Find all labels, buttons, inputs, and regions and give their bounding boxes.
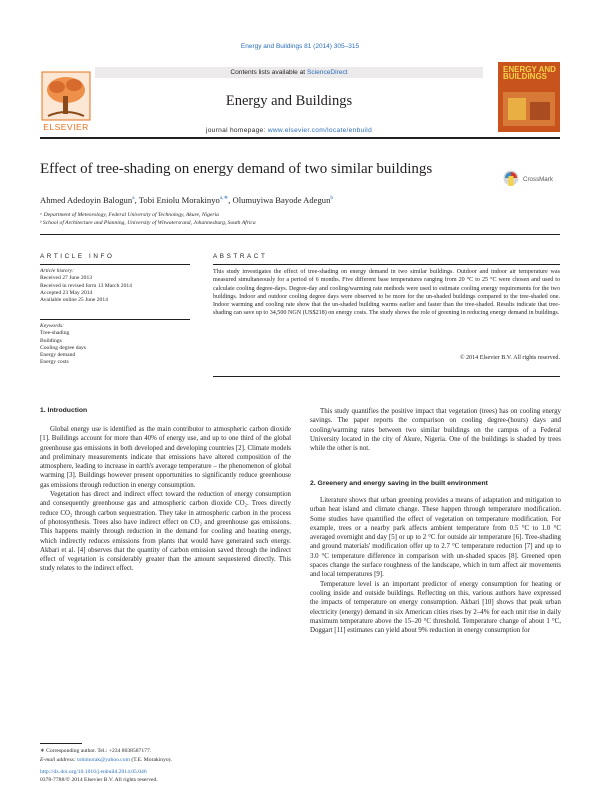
- header-rule: [40, 137, 560, 139]
- crossmark-icon: [503, 170, 519, 188]
- email-note: [40, 757, 300, 763]
- history-entry: Accepted 23 May 2014: [40, 289, 93, 296]
- author-name[interactable]: Ahmed Adedoyin Balogun: [40, 195, 133, 205]
- journal-title: Energy and Buildings: [225, 93, 353, 109]
- introduction-text: [40, 425, 291, 574]
- paragraph: Vegetation has direct and indirect effect toward the reduction of energy consumption and consequently greenhouse gas and atmospheric carbon dioxide CO₂. Trees directly reduce CO₂ through carbon sequestration. They take in atmospheric carbon in the process of photosynthesis. Trees also have indirect effect on CO₂ and greenhouse gas emissions. This happens mainly through reduction in the demand for cooling and heating energy, which indirectly reduces emissions from plants that would have generated such energy. Akbari et al. [4] observes that the quantity of carbon emission saved through the indirect effect of vegetation is considerably greater than the amount sequestered directly. This study relates to the indirect effect.: [40, 491, 291, 573]
- contents-line: [95, 67, 483, 78]
- article-info-heading: ARTICLE INFO: [40, 253, 115, 260]
- introduction-text-continued: [310, 407, 561, 453]
- section-heading-introduction: 1. Introduction: [40, 407, 88, 414]
- author-list: Ahmed Adedoyin Balogun$^a$, Tobi Eniolu Morakinyo$^{a,∗}$, Olumuyiwa Bayode Adegun$^b$: [40, 195, 334, 205]
- article-history: [40, 268, 190, 304]
- homepage-label: journal homepage:: [205, 127, 266, 134]
- keywords: [40, 323, 190, 367]
- crossmark-label: CrossMark: [523, 175, 553, 183]
- affiliation-rule: [40, 234, 560, 235]
- abstract-text: This study investigates the effect of tree-shading on energy demand in two similar buildings. Outdoor and indoor air temperature was measured simultaneously for a period of 6 months. Five different base temperatures ranging from 20 °C to 25 °C were chosen and used to calculate cooling degree-days. Degree-day and cooling/warming rate methods were used to estimate cooling energy requirements for the two buildings. Indoor and outdoor cooling degree days were observed to be more for the un-shaded buildings compared to the tree-shaded one. Indoor warming and cooling rate show that the un-shaded building warms earlier and faster than the tree-shaded. Results indicate that tree-shading can save up to 34,500 NGN (US$218) on energy costs. The study shows the role of greening in reducing energy demand in buildings.: [213, 269, 560, 317]
- journal-citation[interactable]: Energy and Buildings 81 (2014) 305–315: [240, 43, 360, 50]
- history-entry: Available online 25 June 2014: [40, 297, 108, 304]
- email-link[interactable]: tobimorak@yahoo.com: [77, 757, 130, 763]
- contents-prefix: Contents lists available at: [230, 69, 307, 76]
- keywords-rule: [40, 319, 190, 320]
- email-label: E-mail address:: [40, 757, 78, 763]
- article-info-rule: [40, 264, 190, 265]
- paragraph: Global energy use is identified as the main contributor to atmospheric carbon dioxide [1]. Buildings account for more than 40% of energy use, and up to one third of the global greenhouse gas emissions in both developed and developing countries [2]. Climate models and preliminary measurements indicate that emissions have altered composition of the atmosphere, leading to increase in earth's average temperature – the phenomenon of global warming [3]. Buildings however present opportunities to significantly reduce greenhouse gas emissions through reduction in energy consumption.: [40, 426, 291, 489]
- keyword: Buildings: [40, 337, 62, 344]
- author-name[interactable]: Tobi Eniolu Morakinyo: [138, 195, 220, 205]
- author-affil-marker[interactable]: a,∗: [219, 195, 229, 202]
- doi-link[interactable]: http://dx.doi.org/10.1016/j.enbuild.2014.05.046: [40, 769, 147, 775]
- paragraph: Temperature level is an important predictor of energy consumption for heating or cooling inside and outside buildings. Reflecting on this, various authors have expressed the impacts of temperature on energy consumption. Akbari [10] shows that peak urban electricity (energy) demand in six American cities rises by 2–4% for each unit rise in daily maximum temperature above the 15–20 °C threshold. Temperature change of about 1 °C, Doggart [11] estimates can yield about 9% reduction in energy consumption for: [310, 580, 561, 635]
- history-entry: Received 27 June 2013: [40, 275, 93, 282]
- sciencedirect-link[interactable]: ScienceDirect: [306, 69, 348, 76]
- cover-title: ENERGY AND BUILDINGS: [503, 65, 556, 81]
- issn-copyright: 0378-7788/© 2014 Elsevier B.V. All rights reserved.: [40, 777, 158, 783]
- abstract-heading: ABSTRACT: [213, 253, 268, 260]
- elsevier-wordmark: ELSEVIER: [43, 122, 89, 132]
- crossmark-button[interactable]: [503, 170, 563, 192]
- paragraph: Literature shows that urban greening provides a means of adaptation and mitigation to urban heat island and climate change. These happen through temperature modification. Some studies have quantified the effect of vegetation on temperature modification. For example, trees or a nearby park affects ambient temperature from 0.5 °C to 1.0 °C averaged overnight and day [5] or up to 2 °C for outside air temperature [6]. Tree-shading and ground materials' modification offer up to 2.7 °C temperature reduction [7] and up to 3.0 °C temperature difference in comparison with un-shaded spaces [8]. Greened open spaces change the surface roughness of the landscape, which in turn affect air movements and local temperatures [9].: [310, 497, 561, 579]
- author-affil-marker[interactable]: b: [330, 195, 334, 202]
- homepage-link[interactable]: www.elsevier.com/locate/enbuild: [267, 127, 373, 134]
- section-heading-greenery: 2. Greenery and energy saving in the built environment: [310, 480, 488, 487]
- greenery-text: [310, 496, 561, 635]
- keyword: Cooling degree days: [40, 344, 86, 351]
- journal-homepage: [95, 127, 483, 134]
- keyword: Energy demand: [40, 352, 76, 359]
- history-label: Article history:: [40, 268, 75, 274]
- keyword: Energy costs: [40, 359, 69, 366]
- email-suffix: (T.E. Morakinyo).: [129, 757, 172, 763]
- keyword: Tree-shading: [40, 330, 70, 337]
- abstract-rule: [213, 264, 560, 265]
- paragraph: This study quantifies the positive impact that vegetation (trees) has on cooling energy savings. The paper reports the comparison on cooling degree-(hours) days and cooling/warming rates between two similar buildings on the campus of a Federal University located in the city of Akure, Nigeria. One of the buildings is shaded by trees while the other is not.: [310, 408, 561, 453]
- affiliation-b: ᵇ School of Architecture and Planning, University of Witwatersrand, Johannesburg, South Africa: [40, 220, 256, 226]
- footnote-rule: [40, 743, 82, 744]
- abstract-copyright: © 2014 Elsevier B.V. All rights reserved.: [459, 355, 560, 361]
- author-affil-marker[interactable]: a: [132, 195, 135, 202]
- history-entry: Received in revised form 13 March 2014: [40, 282, 132, 289]
- corresponding-author-note: ∗ Corresponding author. Tel.: +234 8038587177.: [40, 748, 152, 754]
- author-name[interactable]: Olumuyiwa Bayode Adegun: [232, 195, 331, 205]
- keywords-label: Keywords:: [40, 323, 65, 329]
- affiliation-a: ᵃ Department of Meteorology, Federal University of Technology, Akure, Nigeria: [40, 212, 219, 218]
- article-title: Effect of tree-shading on energy demand of two similar buildings: [40, 161, 433, 177]
- abstract-end-rule: [213, 376, 560, 377]
